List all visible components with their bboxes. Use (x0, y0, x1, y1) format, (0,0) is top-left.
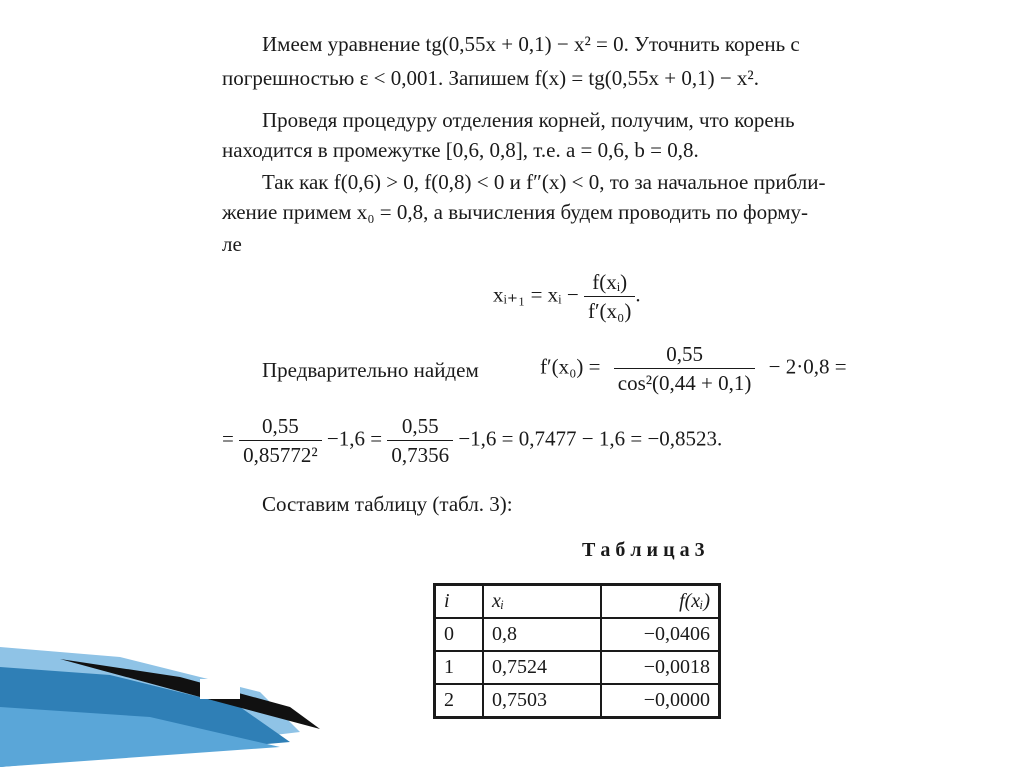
table-header-cell: xᵢ (483, 585, 601, 619)
formula-iteration-lhs: xᵢ₊₁ = xᵢ − (493, 282, 579, 307)
fraction-numerator: f(xᵢ) (584, 268, 635, 297)
formula-derivative-end: − 2·0,8 = (768, 354, 847, 379)
formula-iteration-fraction (584, 268, 635, 325)
fraction-numerator: 0,55 (239, 412, 322, 441)
text-line-7: ле (222, 232, 242, 256)
fraction-denominator: f′(x₀) (587, 299, 632, 323)
table-header-cell: f(xᵢ) (601, 585, 720, 619)
formula-calculation-middle-2: −1,6 = 0,7477 − 1,6 = −0,8523. (458, 426, 723, 451)
formula-calculation (222, 412, 722, 469)
table-cell: −0,0406 (601, 618, 720, 651)
fraction-denominator: cos²(0,44 + 0,1) (617, 371, 752, 395)
text-line-8: Предварительно найдем (262, 358, 479, 382)
text-line-3: Проведя процедуру отделения корней, получим, что корень (262, 108, 795, 132)
formula-calculation-middle-1: −1,6 = (326, 426, 383, 451)
text-line-5: Так как f(0,6) > 0, f(0,8) < 0 и f″(x) < 0, то за начальное прибли- (262, 170, 826, 194)
table-header-cell: i (435, 585, 484, 619)
formula-calculation-start: = (222, 426, 234, 451)
swoosh-gap (200, 679, 240, 699)
formula-iteration (493, 268, 641, 325)
formula-derivative-fraction (614, 340, 756, 397)
fraction-numerator: 0,55 (387, 412, 453, 441)
formula-derivative-lhs: f′(x₀) = (540, 354, 601, 379)
table-caption: Т а б л и ц а 3 (582, 539, 705, 561)
table-cell: 1 (435, 651, 484, 684)
table-cell: 0 (435, 618, 484, 651)
text-line-2: погрешностью ε < 0,001. Запишем f(x) = tg(0,55x + 0,1) − x². (222, 66, 759, 90)
table-cell: −0,0000 (601, 684, 720, 718)
table-cell: 0,8 (483, 618, 601, 651)
text-line-6: жение примем x₀ = 0,8, а вычисления будем проводить по форму- (222, 200, 809, 224)
formula-calculation-fraction-2 (387, 412, 453, 469)
text-line-4: находится в промежутке [0,6, 0,8], т.е. a = 0,6, b = 0,8. (222, 138, 699, 162)
text-line-9: Составим таблицу (табл. 3): (262, 492, 513, 516)
table-cell: 0,7503 (483, 684, 601, 718)
formula-derivative (540, 340, 847, 397)
formula-iteration-end: . (635, 282, 641, 307)
fraction-denominator: 0,85772² (243, 443, 318, 467)
text-line-1: Имеем уравнение tg(0,55x + 0,1) − x² = 0. Уточнить корень с (262, 32, 800, 56)
table-cell: 2 (435, 684, 484, 718)
formula-calculation-fraction-1 (239, 412, 322, 469)
fraction-numerator: 0,55 (614, 340, 756, 369)
fraction-denominator: 0,7356 (391, 443, 450, 467)
table-cell: −0,0018 (601, 651, 720, 684)
table-header-row (435, 585, 720, 619)
decorative-corner-swoosh (0, 637, 1024, 767)
table-cell: 0,7524 (483, 651, 601, 684)
